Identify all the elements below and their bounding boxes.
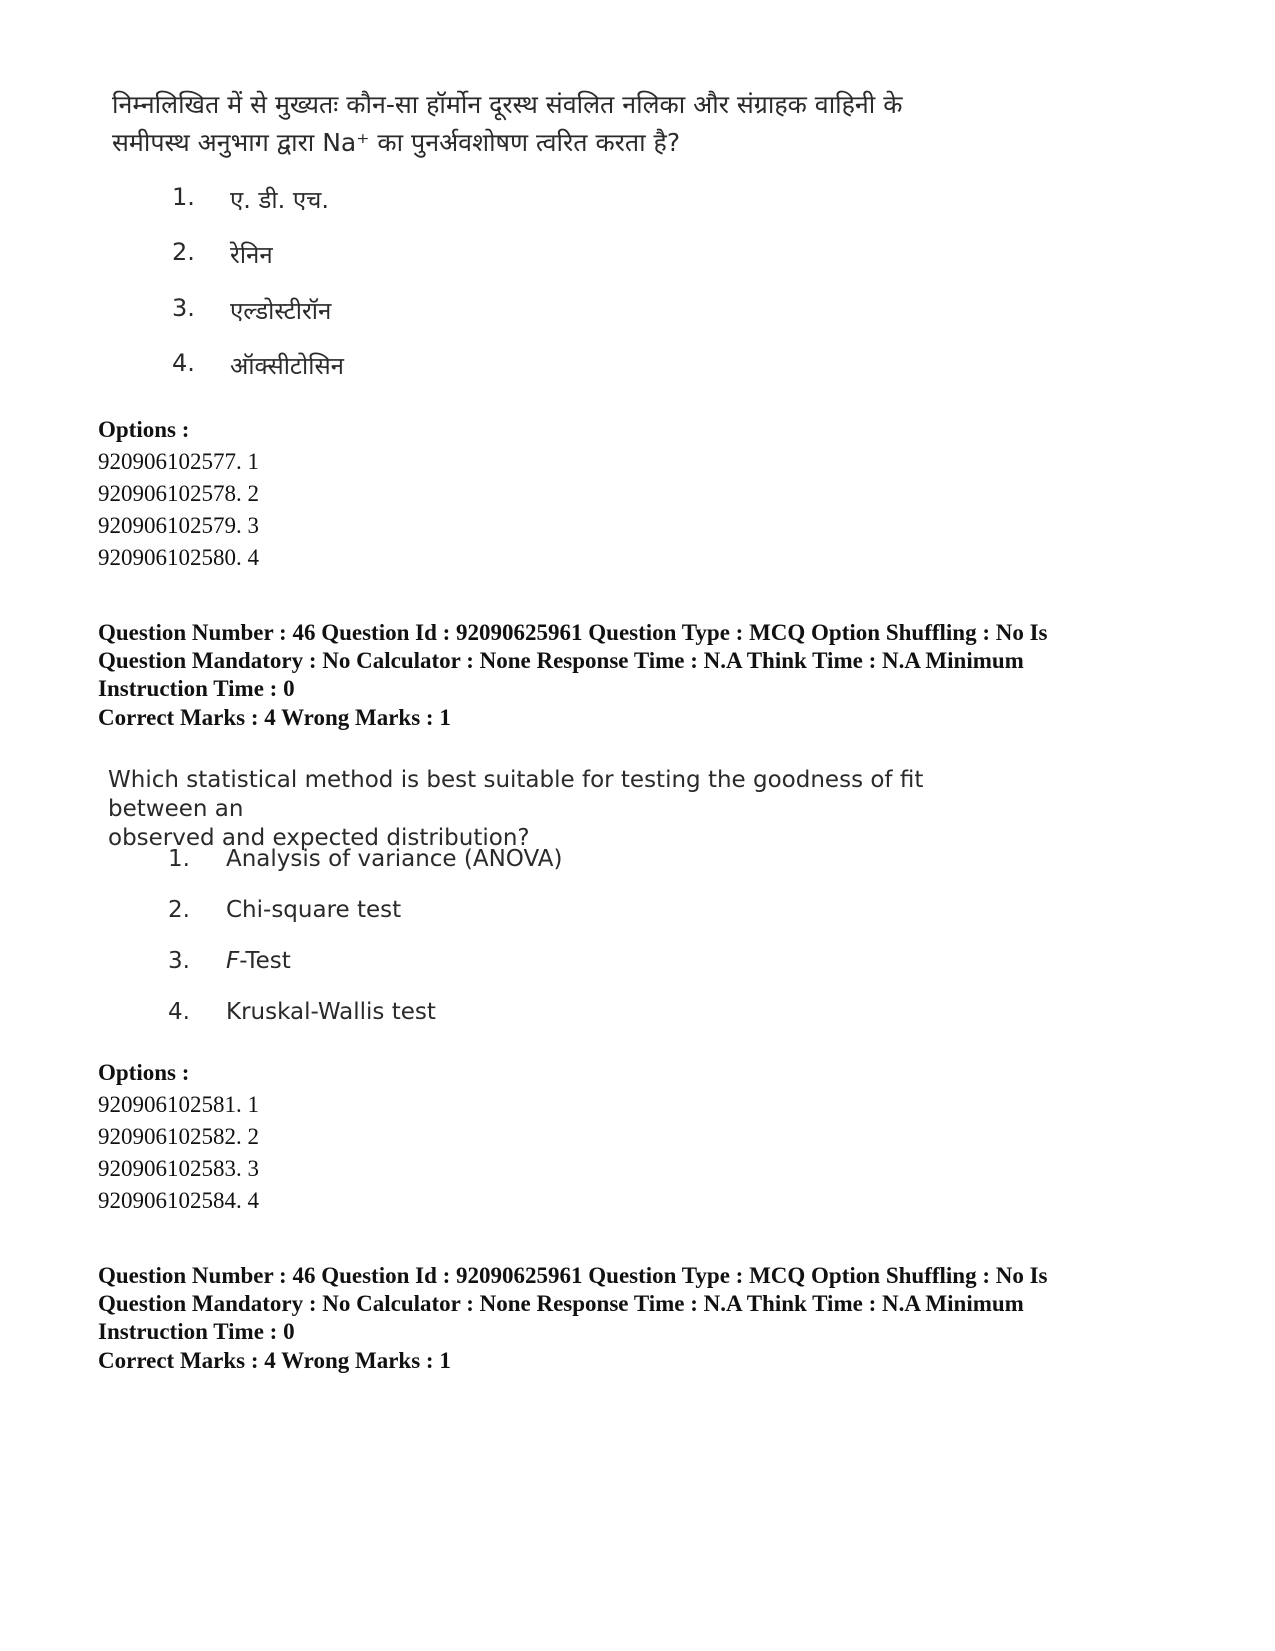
- option-id: 920906102583. 3: [98, 1156, 259, 1181]
- options-block: [98, 1057, 259, 1217]
- question-metadata: [98, 1262, 1198, 1346]
- choice-number: 3.: [168, 948, 190, 974]
- choice-text: रेनिन: [230, 241, 273, 269]
- choice-text-rest: -Test: [239, 948, 291, 974]
- options-label: Options :: [98, 1060, 190, 1085]
- choice-text-italic: F: [226, 948, 240, 974]
- metadata-line: Question Mandatory : No Calculator : None Response Time : N.A Think Time : N.A Minimum: [98, 648, 1024, 673]
- choice-number: 1.: [168, 846, 190, 872]
- question-line: Which statistical method is best suitable for testing the goodness of fit between an: [108, 767, 924, 822]
- choice-text: ऑक्सीटोसिन: [230, 352, 344, 380]
- option-id: 920906102580. 4: [98, 545, 259, 570]
- option-id: 920906102579. 3: [98, 513, 259, 538]
- choice-text: Analysis of variance (ANOVA): [226, 846, 563, 872]
- choice-number: 2.: [172, 238, 195, 266]
- question-text-hindi: [112, 86, 992, 162]
- metadata-line: Question Number : 46 Question Id : 92090625961 Question Type : MCQ Option Shuffling : No Is: [98, 620, 1048, 645]
- marks-line: Correct Marks : 4 Wrong Marks : 1: [98, 705, 451, 730]
- question-line: समीपस्थ अनुभाग द्वारा Na⁺ का पुनर्अवशोषण त्वरित करता है?: [112, 128, 681, 157]
- choice-text: Chi-square test: [226, 897, 402, 923]
- options-label: Options :: [98, 417, 190, 442]
- option-id: 920906102584. 4: [98, 1188, 259, 1213]
- question-metadata: [98, 619, 1198, 703]
- option-id: 920906102577. 1: [98, 449, 259, 474]
- choice-number: 3.: [172, 294, 195, 322]
- metadata-line: Instruction Time : 0: [98, 676, 295, 701]
- option-id: 920906102578. 2: [98, 481, 259, 506]
- question-text-english: [108, 766, 1008, 853]
- metadata-line: Question Number : 46 Question Id : 92090625961 Question Type : MCQ Option Shuffling : No Is: [98, 1263, 1048, 1288]
- question-line: observed and expected distribution?: [108, 825, 530, 851]
- option-id: 920906102581. 1: [98, 1092, 259, 1117]
- options-block: [98, 414, 259, 574]
- metadata-line: Question Mandatory : No Calculator : None Response Time : N.A Think Time : N.A Minimum: [98, 1291, 1024, 1316]
- choice-text: Kruskal-Wallis test: [226, 999, 436, 1025]
- choice-text: ए. डी. एच.: [230, 186, 329, 214]
- marks-line: Correct Marks : 4 Wrong Marks : 1: [98, 1348, 451, 1373]
- option-id: 920906102582. 2: [98, 1124, 259, 1149]
- choice-number: 4.: [172, 349, 195, 377]
- choice-number: 2.: [168, 897, 190, 923]
- choice-number: 4.: [168, 999, 190, 1025]
- choice-text: एल्डोस्टीरॉन: [230, 297, 332, 325]
- question-line: निम्नलिखित में से मुख्यतः कौन-सा हॉर्मोन दूरस्थ संवलित नलिका और संग्राहक वाहिनी के: [112, 90, 903, 119]
- choice-number: 1.: [172, 183, 195, 211]
- choice-text: [226, 948, 291, 974]
- metadata-line: Instruction Time : 0: [98, 1319, 295, 1344]
